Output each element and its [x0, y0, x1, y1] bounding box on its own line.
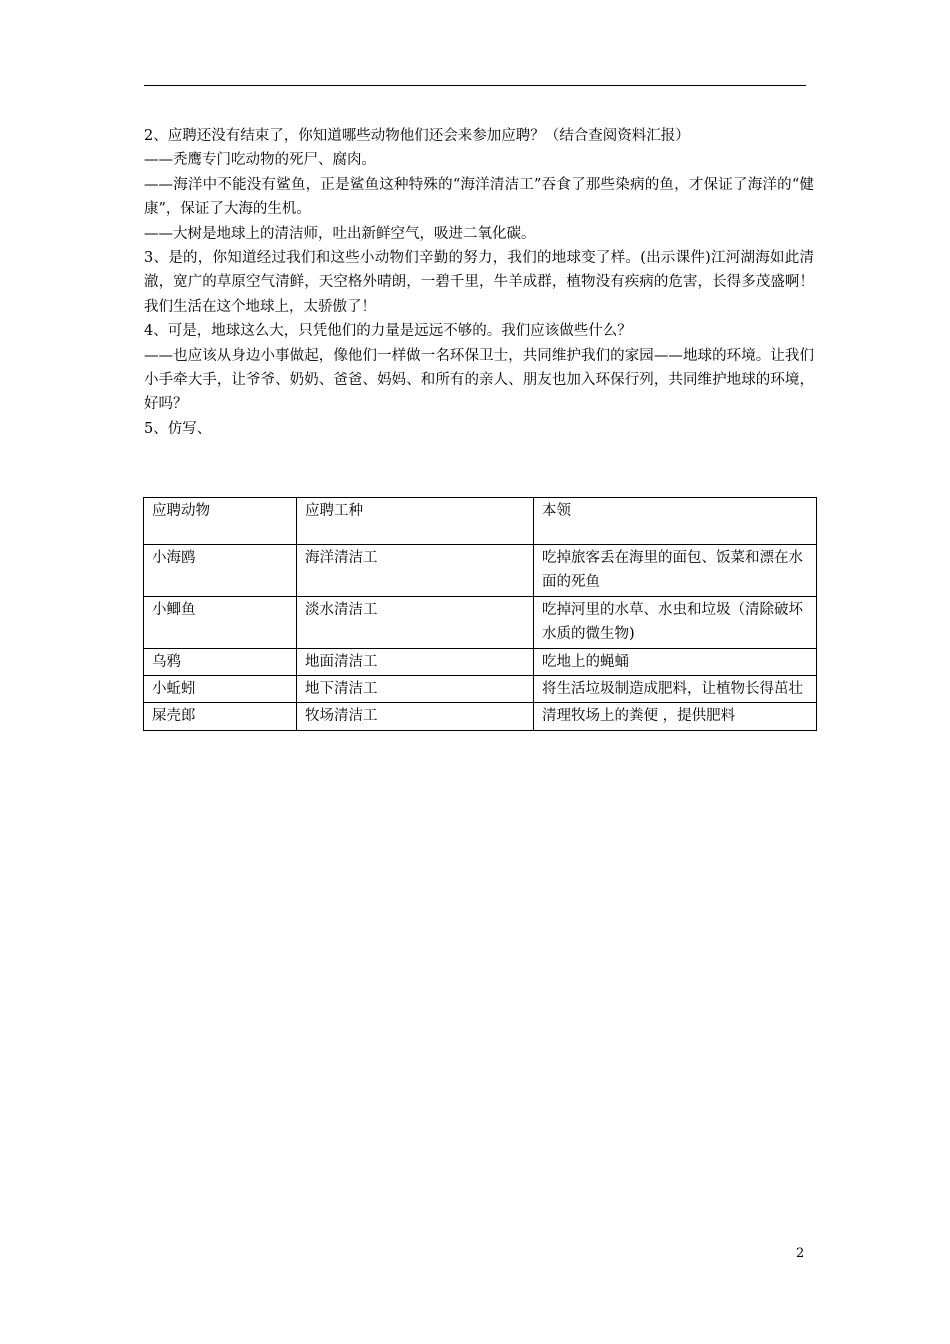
paragraph-answer-shark: ——海洋中不能没有鲨鱼，正是鲨鱼这种特殊的“海洋清洁工”吞食了那些染病的鱼，才保证了海洋的“健康”，保证了大海的生机。 [144, 176, 814, 218]
cell-skill: 吃掉河里的水草、水虫和垃圾（清除破坏水质的微生物) [534, 596, 817, 648]
cell-animal: 乌鸦 [144, 648, 297, 675]
paragraph-point-3: 3、是的，你知道经过我们和这些小动物们辛勤的努力，我们的地球变了样。(出示课件)江河湖海如此清澈，宽广的草原空气清鲜，天空格外晴朗，一碧千里，牛羊成群，植物没有疾病的危害，长得多茂盛啊！我们生活在这个地球上，太骄傲了！ [144, 250, 814, 315]
cell-skill: 吃掉旅客丢在海里的面包、饭菜和漂在水面的死鱼 [534, 545, 817, 597]
cell-skill: 将生活垃圾制造成肥料，让植物长得茁壮 [534, 676, 817, 703]
cell-job: 海洋清洁工 [297, 545, 534, 597]
paragraph-answer-tree: ——大树是地球上的清洁师，吐出新鲜空气，吸进二氧化碳。 [144, 225, 536, 242]
paragraph-question-2: 2、应聘还没有结束了，你知道哪些动物他们还会来参加应聘？（结合查阅资料汇报） [144, 128, 690, 144]
header-animal: 应聘动物 [144, 498, 297, 545]
cell-skill: 清理牧场上的粪便 ，提供肥料 [534, 703, 817, 730]
cell-animal: 小海鸥 [144, 545, 297, 597]
cell-animal: 小蚯蚓 [144, 676, 297, 703]
paragraph-point-5: 5、仿写、 [144, 420, 212, 437]
header-skill: 本领 [534, 498, 817, 545]
cell-job: 牧场清洁工 [297, 703, 534, 730]
paragraph-answer-vulture: ——秃鹰专门吃动物的死尸、腐肉。 [144, 152, 376, 169]
header-job: 应聘工种 [297, 498, 534, 545]
paragraph-question-4: 4、可是，地球这么大，只凭他们的力量是远远不够的。我们应该做些什么？ [144, 323, 632, 340]
cell-job: 地面清洁工 [297, 648, 534, 675]
cell-job: 淡水清洁工 [297, 596, 534, 648]
cleaner-animals-table [143, 497, 816, 731]
header-rule [144, 85, 806, 86]
body-text [144, 124, 814, 441]
cell-animal: 屎壳郎 [144, 703, 297, 730]
cell-animal: 小鲫鱼 [144, 596, 297, 648]
page-number: 2 [796, 1246, 805, 1261]
table-row [144, 648, 817, 675]
cell-job: 地下清洁工 [297, 676, 534, 703]
table-header-row [144, 498, 817, 545]
table-row [144, 596, 817, 648]
paragraph-answer-4: ——也应该从身边小事做起，像他们一样做一名环保卫士，共同维护我们的家园——地球的环境。让我们小手牵大手，让爷爷、奶奶、爸爸、妈妈、和所有的亲人、朋友也加入环保行列，共同维护地球的环境，好吗？ [144, 347, 814, 413]
table-row [144, 703, 817, 730]
table-row [144, 676, 817, 703]
table-row [144, 545, 817, 597]
table [143, 497, 817, 731]
cell-skill: 吃地上的蝇蛹 [534, 648, 817, 675]
